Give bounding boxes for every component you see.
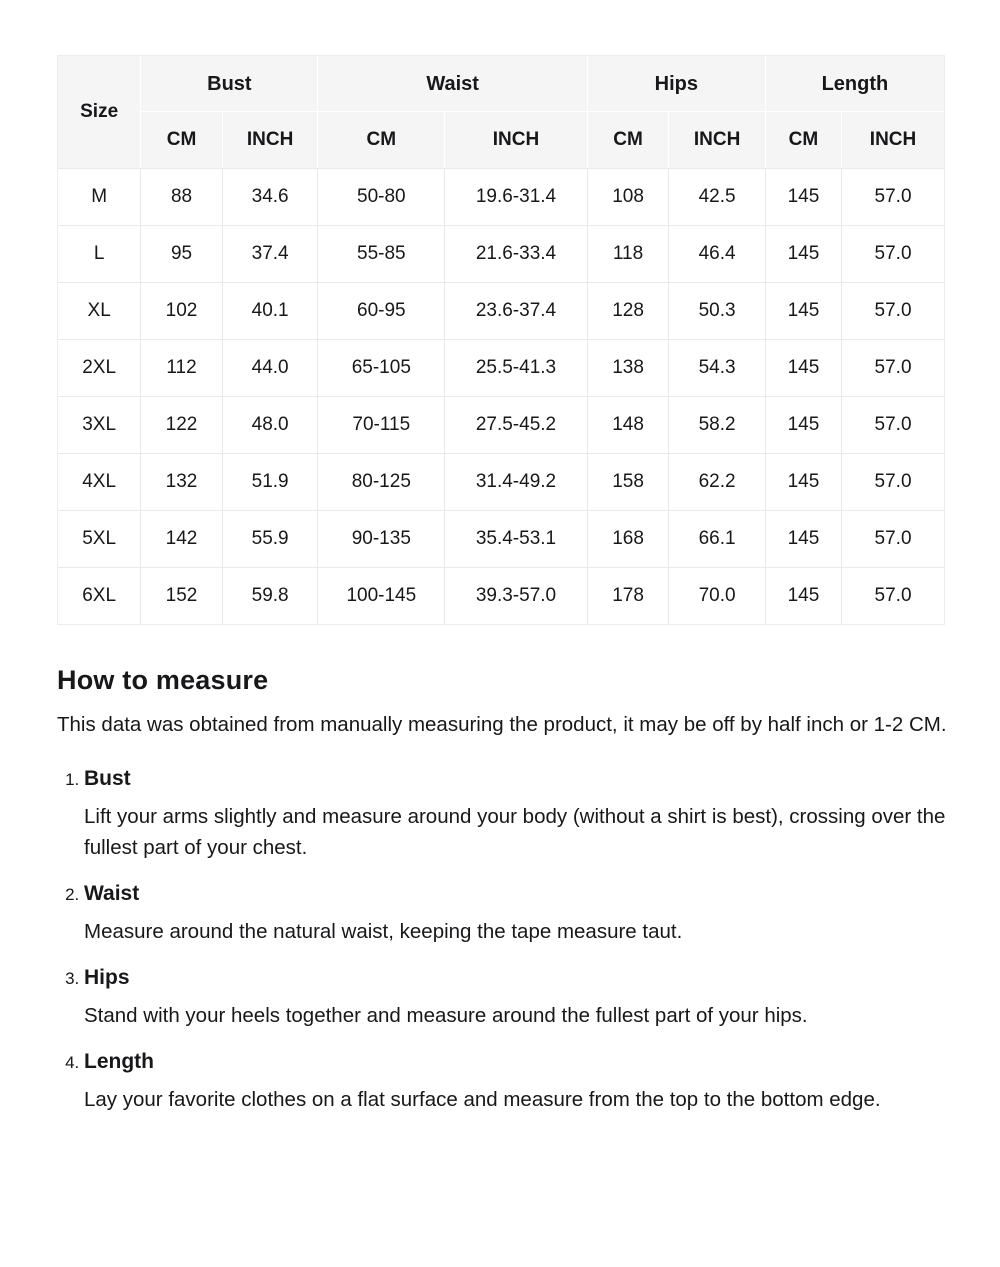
measurement-cell: 35.4-53.1 <box>445 510 588 567</box>
table-body <box>58 168 944 624</box>
unit-header-hips-cm: CM <box>588 112 670 168</box>
measurement-cell: 46.4 <box>669 225 766 282</box>
measurement-cell: 48.0 <box>223 396 319 453</box>
measurement-cell: 168 <box>588 510 670 567</box>
measurement-cell: 102 <box>141 282 223 339</box>
group-header-row <box>58 56 944 112</box>
unit-header-waist-inch: INCH <box>445 112 588 168</box>
measurement-cell: 95 <box>141 225 223 282</box>
measurement-cell: 59.8 <box>223 567 319 624</box>
measurement-cell: 37.4 <box>223 225 319 282</box>
measure-step-waist <box>84 882 947 947</box>
measurement-cell: 70.0 <box>669 567 766 624</box>
measurement-cell: 23.6-37.4 <box>445 282 588 339</box>
measurement-cell: 55-85 <box>318 225 445 282</box>
measurement-cell: 122 <box>141 396 223 453</box>
size-label-cell: 6XL <box>58 567 141 624</box>
step-description: Lay your favorite clothes on a flat surface and measure from the top to the bottom edge. <box>84 1088 881 1111</box>
measurement-cell: 158 <box>588 453 670 510</box>
measurement-cell: 142 <box>141 510 223 567</box>
measurement-cell: 118 <box>588 225 670 282</box>
measurement-cell: 145 <box>766 396 842 453</box>
measurement-cell: 57.0 <box>842 567 944 624</box>
measurement-cell: 178 <box>588 567 670 624</box>
size-label-cell: 5XL <box>58 510 141 567</box>
measurement-cell: 145 <box>766 567 842 624</box>
measurement-cell: 55.9 <box>223 510 319 567</box>
step-description: Lift your arms slightly and measure around your body (without a shirt is best), crossing over the fullest part of your chest. <box>84 805 946 859</box>
measurement-cell: 42.5 <box>669 168 766 225</box>
measurement-cell: 27.5-45.2 <box>445 396 588 453</box>
step-term: 4. Length <box>84 1050 154 1073</box>
measurement-cell: 80-125 <box>318 453 445 510</box>
measurement-cell: 57.0 <box>842 168 944 225</box>
size-chart-table <box>58 56 944 624</box>
measure-steps-list <box>57 767 947 1115</box>
measurement-cell: 34.6 <box>223 168 319 225</box>
measurement-cell: 145 <box>766 282 842 339</box>
col-group-waist: Waist <box>318 56 587 112</box>
unit-header-bust-cm: CM <box>141 112 223 168</box>
step-term: 2. Waist <box>84 882 140 905</box>
size-label-cell: XL <box>58 282 141 339</box>
measurement-cell: 57.0 <box>842 510 944 567</box>
unit-header-row <box>58 112 944 168</box>
step-description: Measure around the natural waist, keeping the tape measure taut. <box>84 920 683 943</box>
section-title: How to measure <box>57 665 269 695</box>
measurement-cell: 54.3 <box>669 339 766 396</box>
size-row-4xl <box>58 453 944 510</box>
size-row-6xl <box>58 567 944 624</box>
measurement-cell: 128 <box>588 282 670 339</box>
measurement-cell: 57.0 <box>842 225 944 282</box>
unit-header-hips-inch: INCH <box>669 112 766 168</box>
measurement-cell: 39.3-57.0 <box>445 567 588 624</box>
measurement-cell: 145 <box>766 339 842 396</box>
size-chart-table-container <box>57 55 945 625</box>
measurement-cell: 152 <box>141 567 223 624</box>
measurement-cell: 100-145 <box>318 567 445 624</box>
step-term: 3. Hips <box>84 966 130 989</box>
step-description: Stand with your heels together and measure around the fullest part of your hips. <box>84 1004 808 1027</box>
size-row-5xl <box>58 510 944 567</box>
size-row-l <box>58 225 944 282</box>
measure-step-hips <box>84 966 947 1031</box>
measurement-cell: 145 <box>766 225 842 282</box>
unit-header-waist-cm: CM <box>318 112 445 168</box>
size-label-cell: 4XL <box>58 453 141 510</box>
measurement-cell: 62.2 <box>669 453 766 510</box>
measurement-cell: 148 <box>588 396 670 453</box>
measurement-cell: 50.3 <box>669 282 766 339</box>
measurement-cell: 21.6-33.4 <box>445 225 588 282</box>
measurement-cell: 51.9 <box>223 453 319 510</box>
measurement-cell: 90-135 <box>318 510 445 567</box>
measurement-cell: 50-80 <box>318 168 445 225</box>
size-row-3xl <box>58 396 944 453</box>
col-group-bust: Bust <box>141 56 318 112</box>
col-group-hips: Hips <box>588 56 766 112</box>
col-group-length: Length <box>766 56 944 112</box>
how-to-measure-section <box>57 665 947 1115</box>
measurement-cell: 145 <box>766 510 842 567</box>
measurement-cell: 58.2 <box>669 396 766 453</box>
measurement-cell: 19.6-31.4 <box>445 168 588 225</box>
table-header <box>58 56 944 168</box>
measurement-cell: 57.0 <box>842 396 944 453</box>
measurement-cell: 66.1 <box>669 510 766 567</box>
size-row-2xl <box>58 339 944 396</box>
size-row-m <box>58 168 944 225</box>
measurement-cell: 70-115 <box>318 396 445 453</box>
size-label-cell: M <box>58 168 141 225</box>
measurement-cell: 65-105 <box>318 339 445 396</box>
size-label-cell: 2XL <box>58 339 141 396</box>
measurement-cell: 44.0 <box>223 339 319 396</box>
size-label-cell: 3XL <box>58 396 141 453</box>
measurement-cell: 132 <box>141 453 223 510</box>
measure-step-bust <box>84 767 947 863</box>
measurement-cell: 88 <box>141 168 223 225</box>
measurement-cell: 57.0 <box>842 453 944 510</box>
measurement-cell: 60-95 <box>318 282 445 339</box>
size-label-cell: L <box>58 225 141 282</box>
size-row-xl <box>58 282 944 339</box>
measurement-cell: 57.0 <box>842 282 944 339</box>
section-intro: This data was obtained from manually measuring the product, it may be off by half inch or 1-2 CM. <box>57 713 947 736</box>
measurement-cell: 112 <box>141 339 223 396</box>
unit-header-bust-inch: INCH <box>223 112 319 168</box>
measurement-cell: 31.4-49.2 <box>445 453 588 510</box>
measure-step-length <box>84 1050 947 1115</box>
measurement-cell: 40.1 <box>223 282 319 339</box>
measurement-cell: 145 <box>766 168 842 225</box>
unit-header-length-cm: CM <box>766 112 842 168</box>
measurement-cell: 145 <box>766 453 842 510</box>
measurement-cell: 57.0 <box>842 339 944 396</box>
unit-header-length-inch: INCH <box>842 112 944 168</box>
measurement-cell: 138 <box>588 339 670 396</box>
measurement-cell: 25.5-41.3 <box>445 339 588 396</box>
measurement-cell: 108 <box>588 168 670 225</box>
step-term: 1. Bust <box>84 767 131 790</box>
col-header-size: Size <box>58 56 141 168</box>
